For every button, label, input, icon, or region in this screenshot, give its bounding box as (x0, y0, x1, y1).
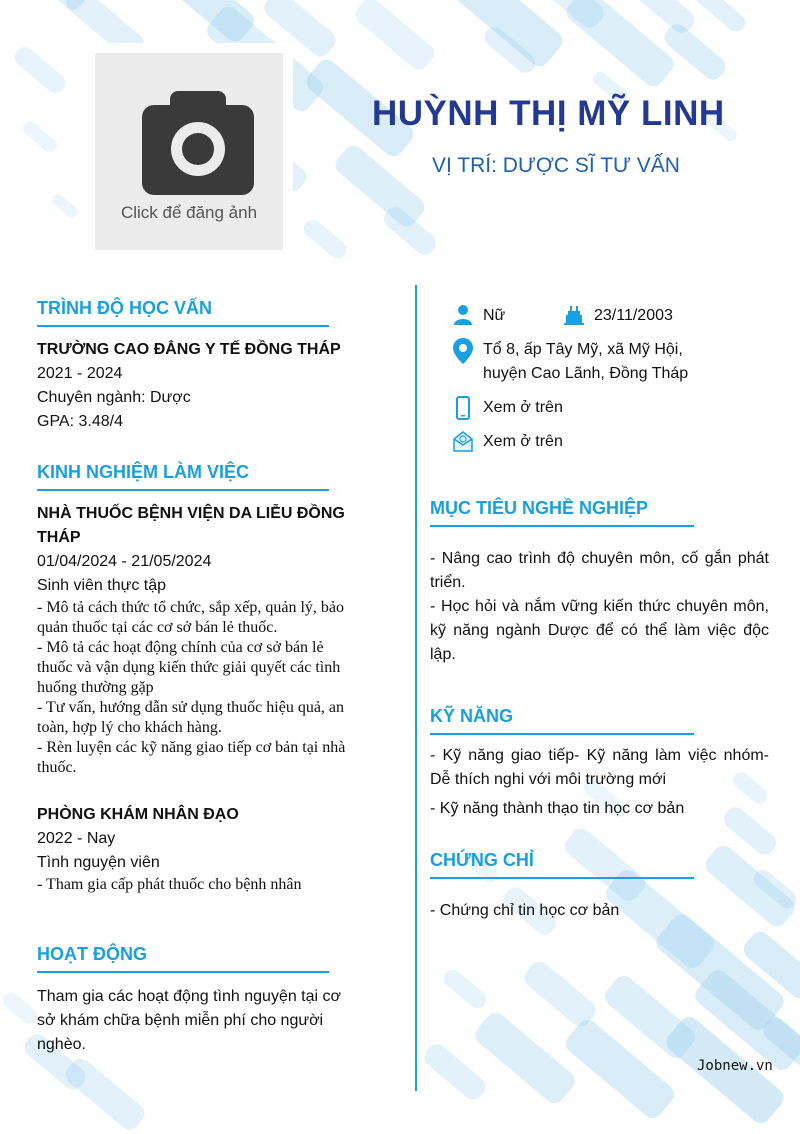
watermark: Jobnew.vn (697, 1058, 773, 1074)
photo-upload-caption: Click để đăng ảnh (120, 203, 258, 222)
list-item: - Rèn luyện các kỹ năng giao tiếp cơ bản tại nhà thuốc. (37, 739, 346, 776)
decorative-stripe (691, 0, 749, 35)
job-details (37, 875, 347, 895)
phone-value: Xem ở trên (483, 399, 563, 416)
photo-upload-area[interactable] (95, 53, 283, 250)
address-line: Tổ 8, ấp Tây Mỹ, xã Mỹ Hội, (483, 341, 683, 358)
photo-frame (85, 43, 293, 260)
list-item: - Tư vấn, hướng dẫn sử dụng thuốc hiệu quả, an toàn, hợp lý cho khách hàng. (37, 699, 345, 736)
decorative-stripe (11, 43, 70, 97)
decorative-stripe (0, 989, 40, 1027)
list-item: - Mô tả cách thức tổ chức, sắp xếp, quản lý, bảo quản thuốc tại các cơ sở bán lẻ thuốc. (37, 599, 345, 636)
skills-title: KỸ NĂNG (430, 706, 694, 735)
decorative-stripe (352, 0, 439, 74)
camera-icon (142, 91, 254, 195)
phone-row (453, 396, 563, 420)
email-value: Xem ở trên (483, 433, 563, 450)
job-company: PHÒNG KHÁM NHÂN ĐẠO (37, 806, 239, 823)
decorative-stripe (420, 1040, 489, 1103)
gender-row (453, 304, 505, 328)
activities-text: Tham gia các hoạt động tình nguyện tại cơ sở khám chữa bệnh miễn phí cho người nghèo. (37, 988, 342, 1053)
list-item: - Nâng cao trình độ chuyên môn, cố gắn phát triển. (430, 550, 769, 591)
job-period: 01/04/2024 - 21/05/2024 (37, 553, 212, 570)
list-item: - Kỹ năng thành thạo tin học cơ bản (430, 800, 685, 817)
education-gpa: GPA: 3.48/4 (37, 413, 123, 430)
birthday-value: 23/11/2003 (594, 307, 673, 324)
gender-value: Nữ (483, 307, 506, 324)
email-row (453, 430, 563, 454)
job-details (37, 598, 347, 778)
location-pin-icon (453, 338, 473, 360)
list-item: - Chứng chỉ tin học cơ bản (430, 902, 620, 919)
decorative-stripe (50, 192, 81, 220)
job-company: NHÀ THUỐC BỆNH VIỆN DA LIỄU ĐỒNG THÁP (37, 505, 345, 546)
column-divider (415, 285, 417, 1091)
decorative-stripe (331, 142, 428, 231)
decorative-stripe (471, 1009, 578, 1107)
address-line: huyện Cao Lãnh, Đồng Tháp (483, 365, 689, 382)
candidate-name: HUỲNH THỊ MỸ LINH (372, 94, 725, 133)
address-row (453, 338, 688, 386)
user-icon (453, 304, 473, 326)
certificates-list (430, 899, 769, 923)
job-period: 2022 - Nay (37, 830, 116, 847)
objective-title: MỤC TIÊU NGHỀ NGHIỆP (430, 498, 694, 527)
experience-title: KINH NGHIỆM LÀM VIỆC (37, 462, 329, 491)
activities-title: HOẠT ĐỘNG (37, 944, 329, 973)
decorative-stripe (660, 20, 729, 83)
list-item: - Kỹ năng giao tiếp- Kỹ năng làm việc nhóm- Dễ thích nghi với môi trường mới (430, 747, 769, 788)
decorative-stripe (300, 216, 350, 262)
decorative-stripe (440, 966, 490, 1012)
list-item: - Tham gia cấp phát thuốc cho bệnh nhân (37, 876, 302, 893)
birthday-cake-icon (564, 304, 584, 326)
candidate-position: VỊ TRÍ: DƯỢC SĨ TƯ VẤN (432, 154, 680, 177)
decorative-stripe (62, 1054, 149, 1133)
certificates-title: CHỨNG CHỈ (430, 850, 694, 879)
job-role: Tình nguyện viên (37, 854, 160, 871)
decorative-stripe (20, 119, 60, 155)
job-role: Sinh viên thực tập (37, 577, 167, 594)
education-major: Chuyên ngành: Dược (37, 389, 191, 406)
birthday-row (564, 304, 673, 328)
list-item: - Mô tả các hoạt động chính của cơ sở bán lẻ thuốc và vận dụng kiến thức giải quyết các tình huống thường gặp (37, 639, 341, 696)
phone-icon (453, 396, 473, 418)
list-item: - Học hỏi và nắm vững kiến thức chuyên môn, kỹ năng ngành Dược để có thể làm việc độc lập. (430, 598, 769, 663)
education-years: 2021 - 2024 (37, 365, 123, 382)
education-school: TRƯỜNG CAO ĐẲNG Y TẾ ĐỒNG THÁP (37, 341, 341, 358)
email-icon (453, 430, 473, 452)
education-title: TRÌNH ĐỘ HỌC VẤN (37, 298, 329, 327)
objective-list (430, 547, 769, 667)
skills-list (430, 744, 769, 821)
